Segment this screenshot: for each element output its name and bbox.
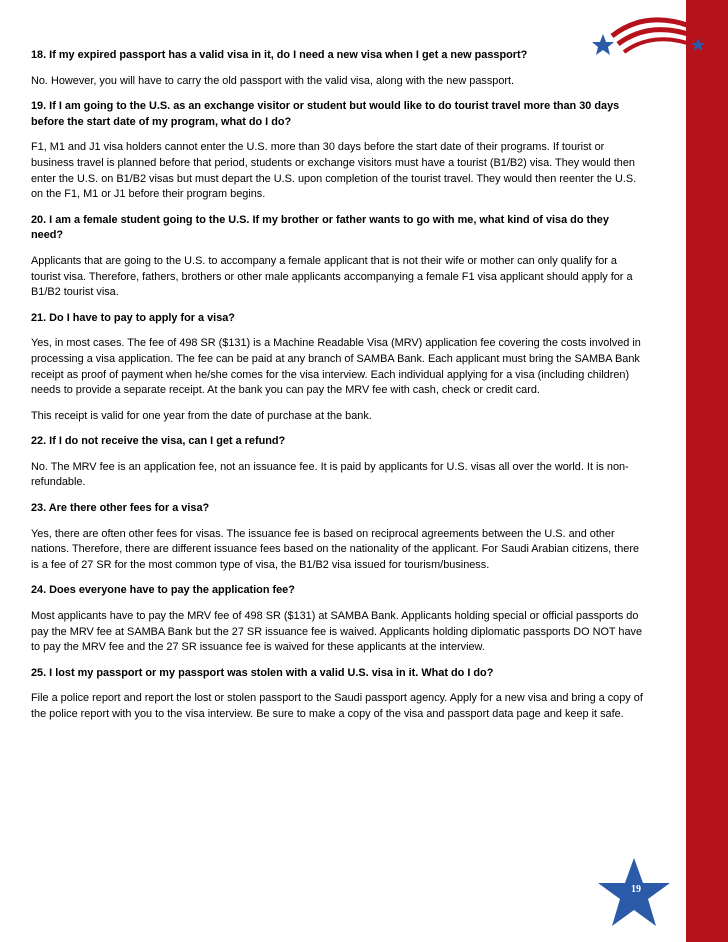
right-margin-bar — [686, 0, 728, 942]
faq-answer: Yes, in most cases. The fee of 498 SR ($131) is a Machine Readable Visa (MRV) application fee covering the costs involved in processing a visa application. The fee can be paid at any branch of SAMBA Bank. Each applicant must bring the SAMBA Bank receipt as proof of payment when he/she comes for the visa interview. Each individual applying for a visa (including children) needs to provide a separate receipt. At the bank you can pay the MRV fee with cash, check or credit card. — [31, 337, 641, 397]
faq-answer: No. However, you will have to carry the old passport with the valid visa, along with the new passport. — [31, 74, 515, 87]
faq-answer: Most applicants have to pay the MRV fee of 498 SR ($131) at SAMBA Bank. Applicants holding special or official passports do pay the MRV fee at SAMBA Bank but the 27 SR issuance fee is waived. Applicants holding diplomatic passports DO NOT have to pay the MRV fee and the 27 SR issuance fee is waived for these applicants at the interview. — [31, 610, 643, 654]
faq-answer: This receipt is valid for one year from the date of purchase at the bank. — [31, 409, 372, 422]
faq-question: 20. I am a female student going to the U.S. If my brother or father wants to go with me, what kind of visa do they need? — [31, 213, 609, 242]
faq-answer: Yes, there are often other fees for visas. The issuance fee is based on reciprocal agreements between the U.S. and other nations. Therefore, there are different issuance fees based on the nationality of the applicant. For Saudi Arabian citizens, there is a fee of 27 SR for the most common type of visa, the B1/B2 visa issued for tourism/business. — [31, 527, 640, 571]
faq-question: 24. Does everyone have to pay the application fee? — [31, 584, 295, 597]
faq-question: 25. I lost my passport or my passport was stolen with a valid U.S. visa in it. What do I do? — [31, 666, 494, 679]
faq-question: 18. If my expired passport has a valid visa in it, do I need a new visa when I get a new passport? — [31, 49, 528, 61]
faq-answer: File a police report and report the lost or stolen passport to the Saudi passport agency. Apply for a new visa and bring a copy of the police report with you to the visa interview. Be sure to make a copy of the visa and passport data page and keep it safe. — [31, 692, 643, 720]
faq-answer: Applicants that are going to the U.S. to accompany a female applicant that is not their wife or mother can only qualify for a tourist visa. Therefore, fathers, brothers or other male applicants accompanying a female F1 visa applicant should apply for a B1/B2 tourist visa. — [31, 254, 633, 299]
faq-answer: No. The MRV fee is an application fee, not an issuance fee. It is paid by applicants for U.S. visas all over the world. It is non-refundable. — [31, 460, 629, 489]
faq-question: 23. Are there other fees for a visa? — [31, 502, 210, 515]
faq-question: 22. If I do not receive the visa, can I get a refund? — [31, 435, 286, 448]
faq-answer: F1, M1 and J1 visa holders cannot enter the U.S. more than 30 days before the start date of their programs. If tourist or business travel is planned before that period, students or exchange visitors must have a tourist (B1/B2) visa. They would then enter the U.S. on B1/B2 visas but must depart the U.S. upon completion of the tourist travel. They would then reenter the U.S. on the F1, M1 or J1 before their program begins. — [31, 141, 637, 201]
faq-content — [31, 48, 643, 733]
faq-question: 19. If I am going to the U.S. as an exchange visitor or student but would like to do tourist travel more than 30 days before the start date of my program, what do I do? — [31, 100, 620, 128]
faq-question: 21. Do I have to pay to apply for a visa? — [31, 311, 235, 324]
page-number: 19 — [631, 884, 641, 895]
